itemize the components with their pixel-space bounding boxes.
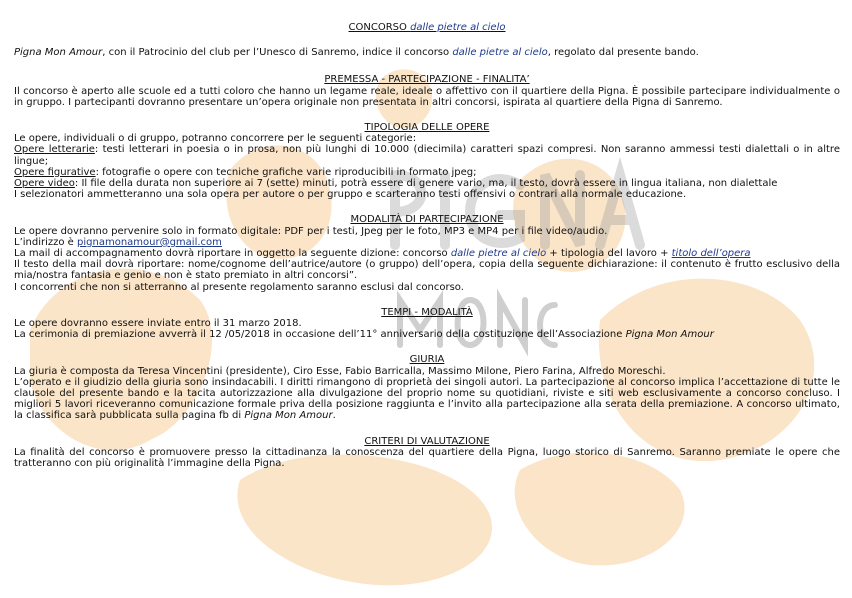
section-tipologia xyxy=(14,122,840,200)
section-text: Le opere dovranno pervenire solo in formato digitale: PDF per i testi, Jpeg per le foto, MP3 e MP4 per i file video/audio. xyxy=(14,225,608,237)
section-text: I selezionatori ammetteranno una sola opera per autore o per gruppo e scarteranno testi offensivi o contrari alla normale educazione. xyxy=(14,189,687,201)
section-criteri xyxy=(14,436,840,470)
mail-subject-line: La mail di accompagnamento dovrà riportare in oggetto la seguente dizione: concorso dalle pietre al cielo + tipologia del lavoro + titolo dell’opera xyxy=(14,248,751,260)
section-text: I concorrenti che non si atterranno al presente regolamento saranno esclusi dal concorso. xyxy=(14,281,464,293)
section-tempi xyxy=(14,307,840,341)
page-title: CONCORSO dalle pietre al cielo xyxy=(348,22,506,33)
section-text: La giuria è composta da Teresa Vincentini (presidente), Ciro Esse, Fabio Barricalla, Massimo Milone, Piero Farina, Alfredo Moreschi. xyxy=(14,365,666,377)
email-line: L’indirizzo è pignamonamour@gmail.com xyxy=(14,236,222,248)
section-text: L’operato e il giudizio della giuria sono insindacabili. I diritti rimangono di proprietà dei singoli autori. La partecipazione al concorso implica l’accettazione di tutte le clausole del presente bando e la tacita autorizzazione alla divulgazione del proprio nome su quotidiani, riviste e siti web esclusivamente a concorso concluso. I migliori 5 lavori riceveranno comunicazione formale priva della posizione raggiunta e l’invito alla partecipazione alla serata della premiazione. A concorso ultimato, la classifica sarà pubblicata sulla pagina fb di Pigna Mon Amour. xyxy=(14,376,840,422)
intro-paragraph: Pigna Mon Amour, con il Patrocinio del club per l’Unesco di Sanremo, indice il concorso dalle pietre al cielo, regolato dal presente bando. xyxy=(14,47,699,59)
category-figurative: Opere figurative: fotografie o opere con tecniche grafiche varie riproducibili in formato jpeg; xyxy=(14,166,477,178)
document-body xyxy=(14,22,840,483)
email-link[interactable]: pignamonamour@gmail.com xyxy=(77,236,222,248)
section-heading: CRITERI DI VALUTAZIONE xyxy=(364,435,490,447)
section-modalita xyxy=(14,214,840,292)
section-text: Le opere dovranno essere inviate entro il 31 marzo 2018. xyxy=(14,318,302,330)
section-heading: GIURIA xyxy=(409,354,445,366)
contest-name: dalle pietre al cielo xyxy=(410,22,506,33)
section-text: La cerimonia di premiazione avverrà il 12 /05/2018 in occasione dell’11° anniversario della costituzione dell’Associazione Pigna Mon Amour xyxy=(14,329,714,341)
category-video: Opere video: Il file della durata non superiore ai 7 (sette) minuti, potrà essere di genere vario, ma, il testo, dovrà essere in lingua italiana, non dialettale xyxy=(14,178,778,190)
section-premessa xyxy=(14,74,840,108)
section-heading: TIPOLOGIA DELLE OPERE xyxy=(364,122,490,134)
section-text: Il concorso è aperto alle scuole ed a tutti coloro che hanno un legame reale, ideale o affettivo con il quartiere della Pigna. È possibile partecipare individualmente o in gruppo. I partecipanti dovranno presentare un’opera originale non presentata in altri concorsi, ispirata al quartiere della Pigna di Sanremo. xyxy=(14,85,840,108)
section-heading: TEMPI - MODALITÀ xyxy=(381,306,473,318)
section-text: Le opere, individuali o di gruppo, potranno concorrere per le seguenti categorie: xyxy=(14,133,417,145)
section-text: La finalità del concorso è promuovere presso la cittadinanza la conoscenza del quartiere della Pigna, luogo storico di Sanremo. Saranno premiate le opere che tratteranno con più originalità l’immagine della Pigna. xyxy=(14,446,840,470)
category-letterarie: Opere letterarie: testi letterari in poesia o in prosa, non più lunghi di 10.000 (diecimila) caratteri spazi compresi. Non saranno ammessi testi dialettali o in altre lingue; xyxy=(14,144,840,167)
section-text: Il testo della mail dovrà riportare: nome/cognome dell’autrice/autore (o gruppo) dell’opera, copia della seguente dichiarazione: il contenuto è frutto esclusivo della mia/nostra fantasia e genio e non è stato premiato in altri concorsi”. xyxy=(14,259,840,282)
section-giuria xyxy=(14,354,840,421)
section-heading: PREMESSA - PARTECIPAZIONE - FINALITA’ xyxy=(324,74,530,86)
section-heading: MODALITÀ DI PARTECIPAZIONE xyxy=(350,214,504,226)
